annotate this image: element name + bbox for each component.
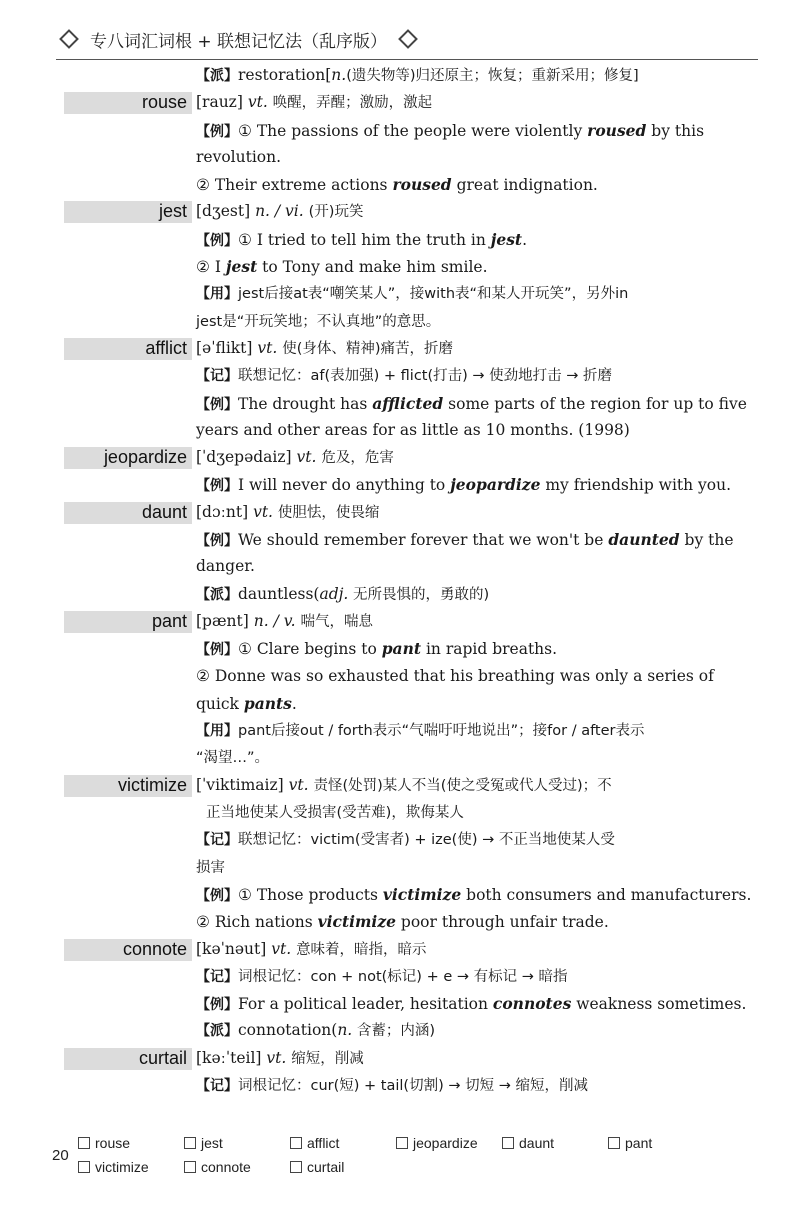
section-tag: 【例】 [196,997,238,1014]
chinese-text: 词根记忆：cur(短) + tail(切割) → 切短 → 缩短，削减 [238,1077,588,1094]
text-segment: in rapid breaths. [421,640,558,659]
entry-line [0,1072,800,1099]
chinese-text: 词根记忆：con + not(标记) + e → 有标记 → 暗指 [238,968,568,985]
section-tag: 【派】 [196,68,238,84]
keyword: jest [225,257,258,277]
checkbox-icon[interactable] [78,1137,90,1149]
line-text [196,308,710,336]
part-of-speech: vt. [296,448,322,467]
chinese-text: 使胆怯，使畏缩 [277,504,380,521]
chinese-text: 意味着，暗指，暗示 [296,941,427,958]
headword-line [0,772,800,799]
headword: connote [122,938,187,959]
text-segment: dauntless( [238,584,320,603]
chinese-text: (开)玩笑 [308,204,364,221]
checklist-label: curtail [307,1159,345,1175]
headword-line [0,198,800,225]
text-segment: ① Clare begins to [238,640,382,659]
checklist-item[interactable] [184,1133,290,1153]
checkbox-icon[interactable] [184,1161,196,1173]
text-segment: ② Rich nations [196,913,318,932]
keyword: victimize [317,912,396,932]
headword: rouse [141,92,187,113]
entry-line [0,308,800,335]
word-checklist [78,1133,714,1177]
entry-line [0,117,800,144]
part-of-speech: vt. [257,338,283,357]
page-number: 20 [52,1147,69,1164]
chinese-text: jest后接at表“嘲笑某人”，接with表“和某人开玩笑”，另外in [238,286,629,303]
line-text [196,963,710,991]
line-text [196,744,710,772]
checklist-label: jest [201,1135,223,1151]
line-text [196,608,710,636]
keyword: connotes [492,994,572,1014]
line-text [196,826,710,854]
diamond-icon [398,29,418,49]
headword: daunt [141,501,187,522]
checklist-label: afflict [307,1135,340,1151]
headword-line [0,335,800,362]
text-segment: [ˈdʒepədaiz] [196,448,297,467]
chinese-text: 正当地使某人受损害(受苦难)，欺侮某人 [206,805,464,822]
chinese-text: 联想记忆：victim(受害者) + ize(使) → 不正当地使某人受 [238,832,615,849]
checkbox-icon[interactable] [290,1137,302,1149]
entry-line [0,881,800,908]
entry-list [0,62,800,1099]
line-text [206,799,710,827]
checkbox-icon[interactable] [184,1137,196,1149]
section-tag: 【例】 [196,396,238,413]
chinese-text: 缩短，削减 [291,1050,364,1067]
line-text [196,226,710,255]
chinese-text: 喘气，喘息 [300,613,373,630]
part-of-speech: n. [331,66,347,84]
text-segment: ② Donne was so exhausted that his breathing was only a series of [196,666,714,685]
entry-line [0,171,800,198]
text-segment: The drought has [238,394,373,413]
headword-line [0,89,800,116]
text-segment: quick [196,694,244,713]
text-segment: danger. [196,557,255,576]
checklist-label: rouse [95,1135,131,1151]
line-text [196,635,710,664]
entry-line [0,526,800,553]
section-tag: 【用】 [196,286,238,303]
chinese-text: 无所畏惧的，勇敢的) [348,586,490,603]
part-of-speech: vt. [247,93,273,112]
entry-line [0,471,800,498]
section-tag: 【例】 [196,232,238,249]
chinese-text: 损害 [196,859,225,876]
line-text [196,253,710,281]
chinese-text: (遗失物等)归还原主；恢复；重新采用；修复] [346,68,639,84]
text-segment: . [291,694,297,713]
page-footer [0,1133,800,1183]
page-header [56,22,421,56]
line-text [196,881,752,910]
entry-line [0,690,800,717]
line-text [196,772,710,800]
section-tag: 【例】 [196,642,238,659]
line-text [196,936,710,964]
part-of-speech: vt. [266,1048,292,1067]
line-text [196,471,732,500]
checklist-label: jeopardize [413,1135,478,1151]
text-segment: [dʒest] [196,202,256,221]
checklist-item[interactable] [608,1133,714,1153]
line-text [196,526,734,555]
keyword: jest [490,229,523,249]
chinese-text: 责怪(处罚)某人不当(使之受冤或代人受过)；不 [313,777,612,794]
section-tag: 【记】 [196,832,238,849]
section-tag: 【用】 [196,723,238,740]
line-text [196,1045,710,1073]
entry-line [0,280,800,307]
chinese-text: 含蓄；内涵) [352,1023,436,1040]
headword-line [0,499,800,526]
keyword: pants [243,693,292,713]
line-text [196,144,710,171]
line-text [196,908,710,936]
checklist-item[interactable] [290,1157,396,1177]
chinese-text: “渴望…”。 [196,750,270,767]
chinese-text: 危及，危害 [321,450,394,467]
text-segment: For a political leader, hesitation [238,995,493,1014]
text-segment: ① The passions of the people were violently [238,121,588,140]
headword: curtail [138,1047,187,1068]
keyword: roused [587,120,647,140]
text-segment: by the [679,531,734,550]
entry-line [0,908,800,935]
checklist-label: daunt [519,1135,555,1151]
entry-line [0,799,800,826]
entry-line [0,362,800,389]
text-segment: years and other areas for as little as 10 months. (1998) [196,420,630,439]
checklist-item[interactable] [396,1133,502,1153]
line-text [196,553,710,580]
entry-line [0,417,800,444]
entry-line [0,663,800,690]
checkbox-icon[interactable] [608,1137,620,1149]
headword-line [0,444,800,471]
checkbox-icon[interactable] [290,1161,302,1173]
line-text [196,62,710,90]
entry-line [0,963,800,990]
headword: jest [158,201,187,222]
keyword: daunted [608,530,680,550]
part-of-speech: adj. [319,584,349,603]
text-segment: [pænt] [196,611,254,630]
text-segment: ② Their extreme actions [196,176,393,195]
keyword: jeopardize [450,475,541,495]
entry-line [0,62,800,89]
line-text [196,1072,710,1100]
headword: victimize [117,774,187,795]
text-segment: great indignation. [451,176,598,195]
line-text [196,417,710,444]
chinese-text: 使(身体、精神)痛苦，折磨 [282,340,454,357]
section-tag: 【记】 [196,968,238,985]
entry-line [0,553,800,580]
text-segment: restoration[ [238,66,332,84]
entry-line [0,144,800,171]
text-segment: [dɔːnt] [196,502,254,521]
text-segment: [ˈviktimaiz] [196,775,289,794]
text-segment: some parts of the region for up to five [443,394,747,413]
part-of-speech: n. [337,1021,353,1040]
entry-line [0,990,800,1017]
line-text [196,1017,710,1045]
entry-line [0,744,800,771]
text-segment: my friendship with you. [540,476,732,495]
part-of-speech: vt. [288,775,314,794]
text-segment: both consumers and manufacturers. [461,885,752,904]
headword-line [0,608,800,635]
checklist-label: connote [201,1159,251,1175]
text-segment: [əˈflikt] [196,338,258,357]
line-text [196,117,710,146]
section-tag: 【例】 [196,887,238,904]
checklist-label: victimize [95,1159,149,1175]
line-text [196,690,710,718]
chinese-text: jest是“开玩笑地；不认真地”的意思。 [196,313,441,330]
keyword: pant [381,639,422,659]
section-tag: 【例】 [196,123,238,140]
entry-line [0,1017,800,1044]
section-tag: 【派】 [196,1023,238,1040]
line-text [196,198,710,226]
checklist-item[interactable] [78,1157,184,1177]
text-segment: connotation( [238,1021,338,1040]
text-segment: ① I tried to tell him the truth in [238,230,491,249]
text-segment: by this [646,121,705,140]
checklist-label: pant [625,1135,653,1151]
line-text [196,89,710,117]
checkbox-icon[interactable] [502,1137,514,1149]
line-text [196,663,714,690]
line-text [196,717,710,745]
checklist-item[interactable] [184,1157,290,1177]
entry-line [0,253,800,280]
text-segment: revolution. [196,147,282,166]
text-segment: We should remember forever that we won't be [238,531,609,550]
part-of-speech: n. / v. [253,611,301,630]
checklist-item[interactable] [290,1133,396,1153]
headword-line [0,936,800,963]
keyword: victimize [382,884,462,904]
keyword: afflicted [372,393,444,413]
diamond-icon [59,29,79,49]
text-segment: I will never do anything to [238,476,451,495]
header-title: 专八词汇词根 + 联想记忆法（乱序版） [90,31,388,52]
chinese-text: 联想记忆：af(表加强) + flict(打击) → 使劲地打击 → 折磨 [238,368,613,385]
line-text [196,335,710,363]
entry-line [0,635,800,662]
text-segment: [kəˈnəut] [196,939,272,958]
section-tag: 【记】 [196,1077,238,1094]
line-text [196,362,710,390]
text-segment: to Tony and make him smile. [257,258,488,277]
line-text [196,444,710,472]
chinese-text: 唤醒，弄醒；激励，激起 [272,95,433,112]
entry-line [0,226,800,253]
line-text [196,581,710,609]
chinese-text: pant后接out / forth表示“气喘吁吁地说出”；接for / after表示 [238,723,645,740]
entry-line [0,826,800,853]
headword-line [0,1045,800,1072]
part-of-speech: vt. [271,939,297,958]
checklist-item[interactable] [78,1133,184,1153]
entry-line [0,854,800,881]
section-tag: 【派】 [196,586,238,603]
text-segment: ② I [196,258,226,277]
headword: jeopardize [103,447,187,468]
headword: afflict [145,337,187,358]
entry-line [0,390,800,417]
line-text [196,854,710,882]
section-tag: 【记】 [196,368,238,385]
checklist-item[interactable] [502,1133,608,1153]
header-rule [56,59,758,60]
text-segment: poor through unfair trade. [396,913,609,932]
line-text [196,390,747,419]
part-of-speech: n. / vi. [255,202,309,221]
keyword: roused [392,175,452,195]
text-segment: [kəːˈteil] [196,1048,267,1067]
text-segment: [rauz] [196,93,248,112]
text-segment: weakness sometimes. [571,995,747,1014]
line-text [196,499,710,527]
line-text [196,171,710,199]
part-of-speech: vt. [253,502,278,521]
entry-line [0,717,800,744]
section-tag: 【例】 [196,533,238,550]
line-text [196,280,710,308]
text-segment: ① Those products [238,885,383,904]
checkbox-icon[interactable] [78,1161,90,1173]
line-text [196,990,747,1019]
headword: pant [151,610,187,631]
section-tag: 【例】 [196,478,238,495]
text-segment: . [522,230,528,249]
checkbox-icon[interactable] [396,1137,408,1149]
entry-line [0,581,800,608]
